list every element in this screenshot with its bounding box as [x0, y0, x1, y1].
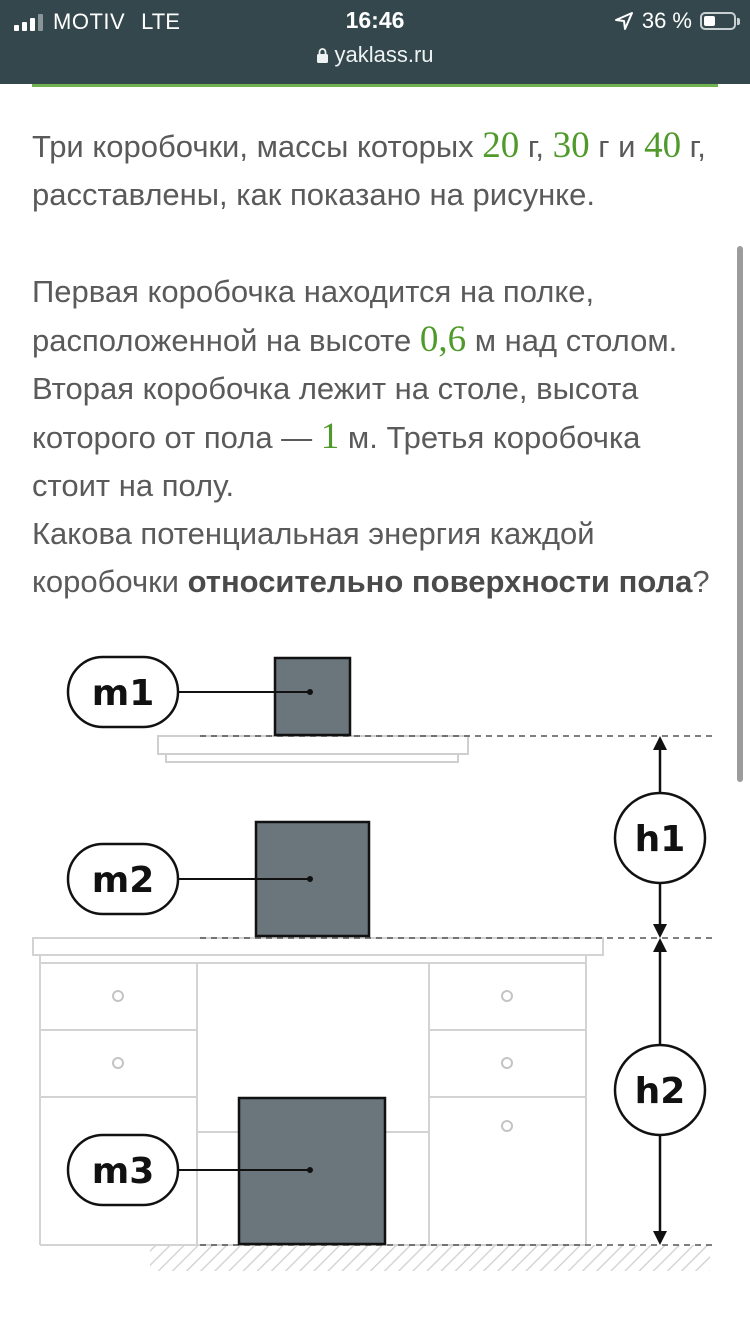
label-m3 [68, 1135, 178, 1205]
url-domain: yaklass.ru [334, 42, 434, 67]
emphasis-text: относительно поверхности пола [187, 564, 693, 599]
mass-value-1: 20 [482, 125, 520, 166]
text-fragment: Какова потенциальная энергия каждой коробочки [32, 516, 595, 599]
battery-percent: 36 % [641, 8, 692, 33]
location-arrow-icon [614, 11, 634, 31]
label-h2 [615, 1045, 705, 1135]
problem-figure [0, 600, 750, 1334]
text-fragment: г, [519, 129, 553, 164]
carrier-name: MOTIV [53, 9, 126, 34]
label-m3-text: m3 [91, 1151, 155, 1192]
height-value-1: 0,6 [419, 319, 467, 360]
status-time: 16:46 [345, 7, 405, 33]
text-fragment: Первая коробочка находится на полке, расположенной на высоте [32, 274, 595, 358]
label-m1 [68, 657, 178, 727]
shelf [158, 736, 468, 762]
floor-hatch [150, 1245, 710, 1271]
text-fragment: м над столом. Вторая коробочка лежит на столе, высота которого от пола — [32, 323, 678, 455]
battery-icon [700, 12, 736, 30]
height-value-2: 1 [320, 416, 340, 457]
text-fragment: м. Третья коробочка стоит на полу. [32, 420, 641, 503]
text-fragment: г и [589, 129, 645, 164]
label-m2-text: m2 [91, 860, 155, 901]
lock-icon [316, 48, 329, 63]
label-m1-text: m1 [91, 673, 155, 714]
network-type: LTE [141, 9, 180, 34]
label-h1-text: h1 [634, 819, 686, 860]
text-fragment: г, расставлены, как показано на рисунке. [32, 129, 706, 212]
text-fragment: ? [692, 564, 710, 599]
address-bar[interactable] [0, 42, 750, 68]
problem-paragraph-2 [32, 268, 722, 606]
text-fragment: Три коробочки, массы которых [32, 129, 483, 164]
problem-paragraph-1 [32, 122, 722, 219]
mass-value-2: 30 [552, 125, 590, 166]
label-h2-text: h2 [634, 1071, 686, 1112]
browser-top-bar [0, 0, 750, 84]
mass-value-3: 40 [644, 125, 682, 166]
status-right [614, 8, 736, 34]
accent-divider [32, 84, 718, 87]
label-m2 [68, 844, 178, 914]
label-h1 [615, 793, 705, 883]
box-m1 [275, 658, 350, 735]
